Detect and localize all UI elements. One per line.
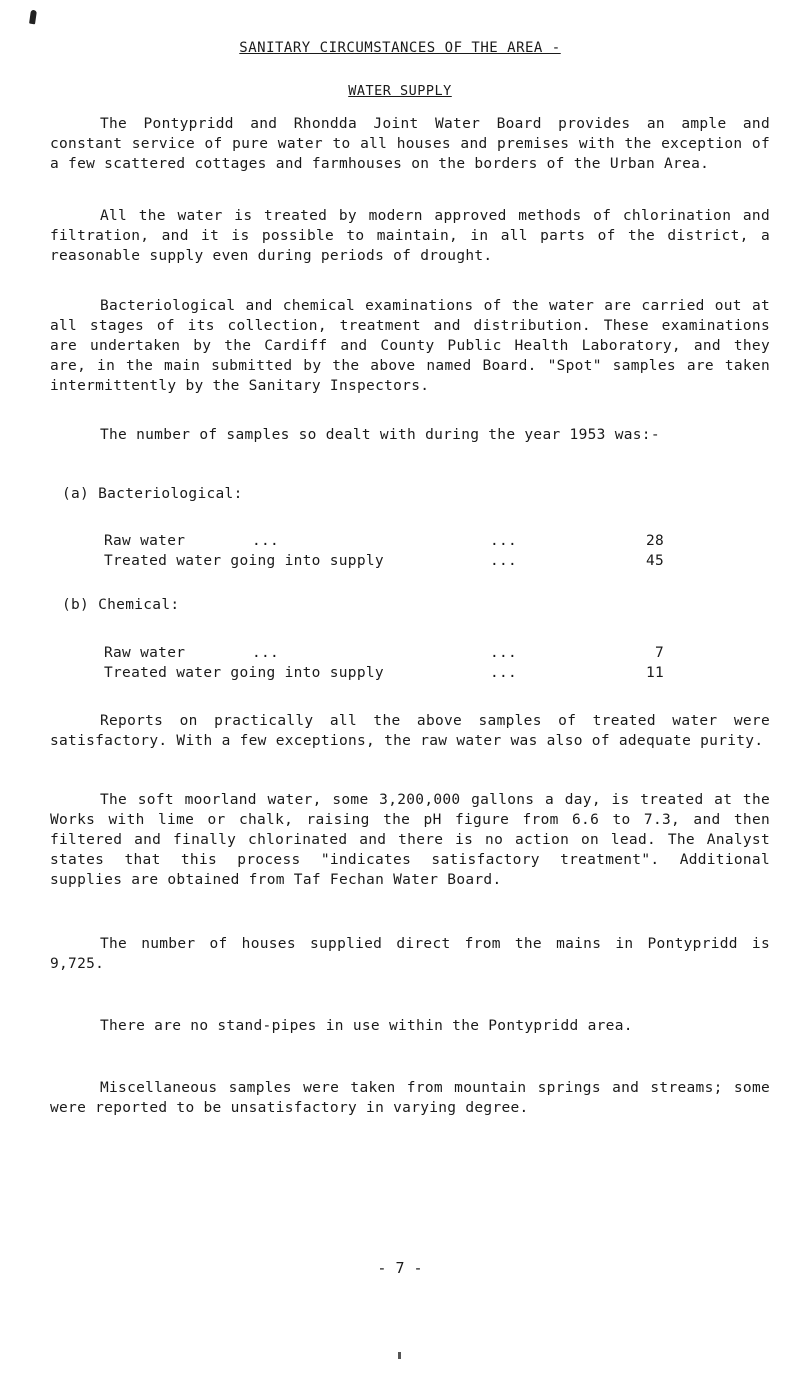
paragraph-text: Reports on practically all the above samples of treated water were satisfactory. With a few exceptions, the raw water was also of adequate purity. (50, 713, 770, 749)
leader-dots: ... (490, 533, 518, 549)
paragraph-sample-count-intro (50, 425, 770, 445)
margin-mark-icon (29, 10, 37, 25)
paragraph-houses-supplied (50, 934, 770, 974)
paragraph-reports (50, 711, 770, 751)
section-heading (0, 40, 800, 56)
table-row (104, 533, 664, 553)
leader-dots: ... (490, 553, 518, 569)
paragraph-text: The soft moorland water, some 3,200,000 gallons a day, is treated at the Works with lime or chalk, raising the pH figure from 6.6 to 7.3, and then filtered and finally chlorinated and there is no action on lead. The Analyst states that this process "indicates satisfactory treatment". Additional supplies are obtained from Taf Fechan Water Board. (50, 792, 770, 888)
leader-dots: ... (252, 533, 280, 549)
table-row (104, 645, 664, 665)
paragraph-text: The number of samples so dealt with during the year 1953 was:- (100, 427, 660, 443)
paragraph-text: The Pontypridd and Rhondda Joint Water Board provides an ample and constant service of pure water to all houses and premises with the exception of a few scattered cottages and farmhouses on the borders of the Urban Area. (50, 116, 770, 172)
paragraph-stand-pipes (50, 1016, 770, 1036)
sample-count: 28 (645, 533, 664, 549)
paragraph-treatment (50, 206, 770, 266)
paragraph-miscellaneous (50, 1078, 770, 1118)
sample-count: 11 (645, 665, 664, 681)
paragraph-text: All the water is treated by modern approved methods of chlorination and filtration, and it is possible to maintain, in all parts of the district, a reasonable supply even during periods of drought. (50, 208, 770, 264)
row-label: Raw water (104, 533, 186, 549)
paragraph-text: Bacteriological and chemical examinations of the water are carried out at all stages of its collection, treatment and distribution. These examinations are undertaken by the Cardiff and County Public Health Laboratory, and they are, in the main submitted by the above named Board. "Spot" samples are taken intermittently by the Sanitary Inspectors. (50, 298, 770, 394)
sample-count: 45 (645, 553, 664, 569)
page-number: - 7 - (377, 1259, 423, 1277)
subsection-heading-text: WATER SUPPLY (348, 83, 452, 99)
paragraph-text: There are no stand-pipes in use within the Pontypridd area. (100, 1018, 633, 1034)
paragraph-text: Miscellaneous samples were taken from mountain springs and streams; some were reported to be unsatisfactory in varying degree. (50, 1080, 770, 1116)
paragraph-moorland-water (50, 790, 770, 890)
paragraph-text: The number of houses supplied direct from the mains in Pontypridd is 9,725. (50, 936, 770, 972)
chemical-label: (b) Chemical: (62, 597, 180, 613)
bacteriological-label: (a) Bacteriological: (62, 486, 243, 502)
scan-speck (398, 1352, 401, 1359)
row-label: Raw water (104, 645, 186, 661)
leader-dots: ... (252, 645, 280, 661)
row-label: Treated water going into supply (104, 665, 384, 681)
subsection-heading (0, 83, 800, 99)
row-label: Treated water going into supply (104, 553, 384, 569)
table-row (104, 665, 664, 685)
leader-dots: ... (490, 645, 518, 661)
sample-count: 7 (654, 645, 664, 661)
leader-dots: ... (490, 665, 518, 681)
paragraph-examinations (50, 296, 770, 396)
paragraph-water-board (50, 114, 770, 174)
section-heading-text: SANITARY CIRCUMSTANCES OF THE AREA - (239, 40, 561, 56)
table-row (104, 553, 664, 573)
